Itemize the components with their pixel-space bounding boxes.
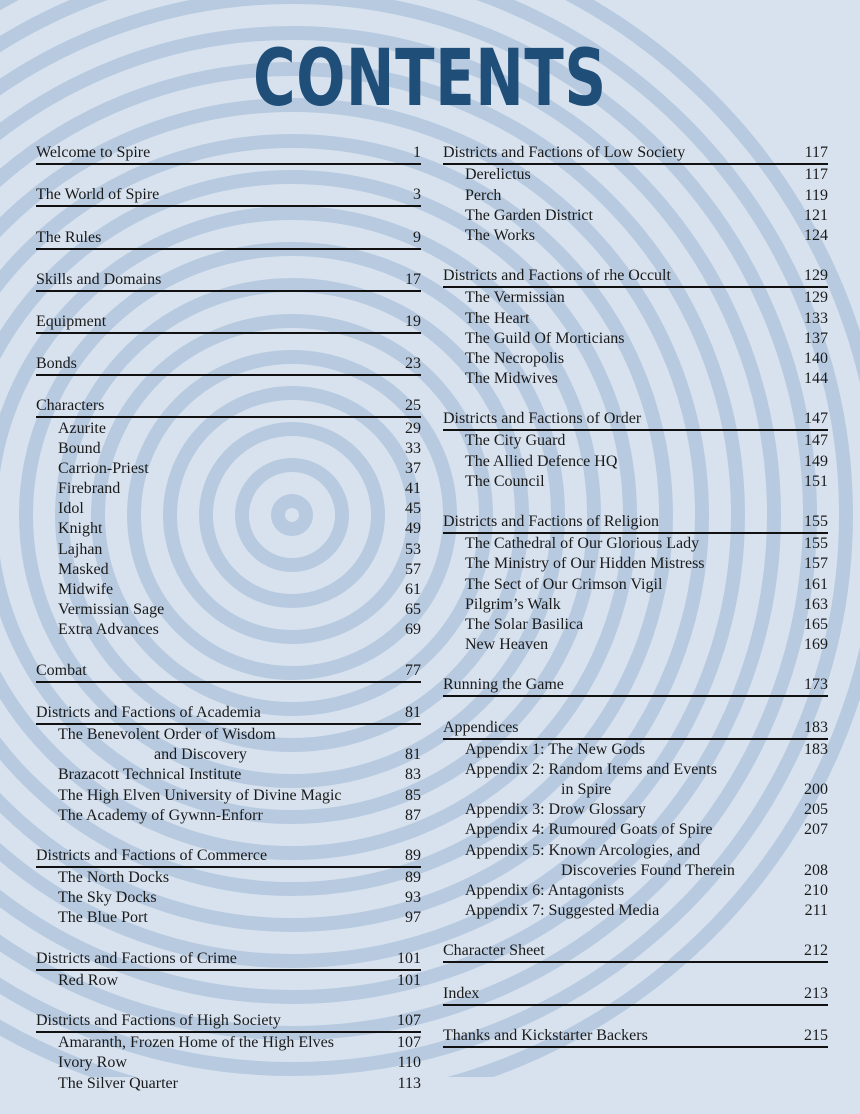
toc-entry-page: 129 (804, 289, 828, 307)
toc-entry-label: The Silver Quarter (58, 1074, 178, 1092)
toc-section (443, 409, 828, 492)
toc-entry[interactable] (36, 1033, 421, 1053)
toc-entry-label: Masked (58, 560, 109, 578)
toc-entry-label: Derelictus (465, 166, 531, 184)
toc-entry-label: The Ministry of Our Hidden Mistress (465, 555, 705, 573)
toc-entry[interactable] (443, 349, 828, 369)
toc-heading[interactable] (36, 143, 421, 165)
toc-entry-page: 151 (804, 472, 828, 490)
toc-section (36, 227, 421, 249)
toc-heading-label: Equipment (36, 312, 107, 330)
toc-entry-label: Appendix 7: Suggested Media (465, 902, 660, 920)
toc-entry-page: 117 (804, 166, 828, 184)
toc-entry-label: Bound (58, 439, 101, 457)
toc-entry-page: 89 (405, 869, 421, 887)
toc-entry[interactable] (36, 519, 421, 539)
toc-heading-label: Thanks and Kickstarter Backers (443, 1026, 648, 1044)
toc-entry-label: Pilgrim’s Walk (465, 595, 561, 613)
toc-entry-label: in Spire (561, 781, 612, 799)
toc-entry[interactable] (443, 534, 828, 554)
toc-heading-label: Characters (36, 397, 105, 415)
toc-entry-page: 85 (405, 786, 421, 804)
toc-entry-label: Ivory Row (58, 1054, 127, 1072)
toc-entry-page: 155 (804, 535, 828, 553)
toc-entry[interactable] (36, 806, 421, 826)
toc-right-column (443, 143, 828, 1068)
toc-entry-page: 133 (804, 309, 828, 327)
toc-section (36, 846, 421, 929)
toc-entry[interactable] (443, 595, 828, 615)
toc-heading[interactable] (36, 396, 421, 418)
toc-entry-label: and Discovery (154, 746, 247, 764)
toc-entry-page: 93 (405, 889, 421, 907)
toc-heading-label: Running the Game (443, 676, 564, 694)
toc-heading-page: 89 (405, 846, 421, 864)
toc-entry[interactable] (36, 539, 421, 559)
toc-entry[interactable] (36, 499, 421, 519)
toc-heading-label: The World of Spire (36, 186, 160, 204)
toc-entry-page: 101 (397, 971, 421, 989)
toc-heading-label: Skills and Domains (36, 270, 162, 288)
toc-heading-label: Districts and Factions of Order (443, 410, 642, 428)
toc-heading[interactable] (443, 983, 828, 1005)
toc-heading-page: 101 (397, 949, 421, 967)
toc-entry-label: Azurite (58, 419, 106, 437)
toc-entry-label: The Heart (465, 309, 530, 327)
toc-heading-page: 212 (804, 942, 828, 960)
toc-heading-page: 147 (804, 410, 828, 428)
toc-entry-label: Amaranth, Frozen Home of the High Elves (58, 1034, 334, 1052)
toc-entry-page: 183 (804, 740, 828, 758)
toc-entry[interactable] (443, 780, 828, 800)
toc-entry-label: The Necropolis (465, 349, 565, 367)
toc-entry-label: The Cathedral of Our Glorious Lady (465, 535, 700, 553)
toc-heading[interactable] (443, 717, 828, 739)
toc-entry-page: 69 (405, 621, 421, 639)
toc-heading[interactable] (36, 846, 421, 868)
toc-entry[interactable] (443, 165, 828, 185)
toc-section (36, 270, 421, 292)
toc-section (36, 703, 421, 826)
toc-heading[interactable] (36, 660, 421, 682)
toc-heading[interactable] (36, 703, 421, 725)
toc-entry-page: 49 (405, 520, 421, 538)
toc-entry[interactable] (443, 820, 828, 840)
toc-entry[interactable] (36, 725, 421, 745)
toc-entry-label: Red Row (58, 971, 118, 989)
toc-entry[interactable] (36, 1073, 421, 1093)
toc-entry-label: Brazacott Technical Institute (58, 766, 242, 784)
toc-entry[interactable] (443, 308, 828, 328)
toc-heading-label: Index (443, 984, 480, 1002)
toc-entry-page: 147 (804, 432, 828, 450)
toc-entry[interactable] (36, 868, 421, 888)
toc-entry[interactable] (36, 785, 421, 805)
toc-heading[interactable] (36, 312, 421, 334)
toc-heading[interactable] (36, 270, 421, 292)
toc-entry[interactable] (443, 472, 828, 492)
toc-entry-page: 87 (405, 806, 421, 824)
toc-entry-label: The High Elven University of Divine Magic (58, 786, 342, 804)
toc-heading-page: 215 (804, 1026, 828, 1044)
toc-entry-page: 29 (405, 419, 421, 437)
toc-heading-page: 25 (405, 397, 421, 415)
toc-entry-label: The North Docks (58, 869, 170, 887)
toc-entry[interactable] (36, 765, 421, 785)
toc-section (443, 143, 828, 246)
toc-entry-label: The Works (465, 226, 535, 244)
toc-entry[interactable] (36, 439, 421, 459)
toc-entry[interactable] (36, 971, 421, 991)
toc-heading-page: 77 (405, 661, 421, 679)
toc-section (36, 948, 421, 990)
toc-section (36, 660, 421, 682)
toc-entry-page: 37 (405, 459, 421, 477)
toc-entry-page: 83 (405, 766, 421, 784)
toc-heading-label: Districts and Factions of Low Society (443, 144, 686, 162)
toc-heading[interactable] (36, 354, 421, 376)
toc-entry[interactable] (36, 418, 421, 438)
toc-entry[interactable] (443, 574, 828, 594)
toc-section (443, 512, 828, 655)
toc-heading[interactable] (443, 143, 828, 165)
toc-entry-page: 157 (804, 555, 828, 573)
toc-entry-page: 140 (804, 349, 828, 367)
toc-section (36, 185, 421, 207)
toc-heading-label: Districts and Factions of Academia (36, 703, 261, 721)
toc-entry[interactable] (443, 206, 828, 226)
toc-entry-page: 137 (804, 329, 828, 347)
toc-heading-label: Districts and Factions of Religion (443, 513, 659, 530)
toc-entry-label: Appendix 2: Random Items and Events (465, 760, 717, 778)
toc-section (36, 396, 421, 640)
toc-heading-page: 183 (804, 718, 828, 736)
toc-entry-page: 124 (804, 226, 828, 244)
toc-entry-label: Perch (465, 186, 502, 204)
toc-section (443, 941, 828, 963)
toc-entry[interactable] (443, 800, 828, 820)
toc-entry[interactable] (36, 620, 421, 640)
toc-entry[interactable] (443, 635, 828, 655)
toc-heading[interactable] (443, 266, 828, 288)
toc-entry-page: 165 (804, 615, 828, 633)
toc-entry[interactable] (443, 881, 828, 901)
toc-heading[interactable] (443, 409, 828, 431)
toc-heading[interactable] (36, 185, 421, 207)
toc-heading-label: Districts and Factions of High Society (36, 1012, 281, 1029)
toc-entry-page: 65 (405, 601, 421, 619)
toc-section (443, 1026, 828, 1048)
toc-entry[interactable] (36, 479, 421, 499)
toc-entry-label: Extra Advances (58, 621, 159, 639)
toc-heading-label: Districts and Factions of Commerce (36, 846, 268, 864)
toc-section (443, 266, 828, 389)
toc-entry-label: Midwife (58, 581, 114, 598)
toc-entry[interactable] (443, 329, 828, 349)
toc-heading-label: Combat (36, 661, 87, 679)
toc-entry-label: Vermissian Sage (58, 601, 165, 619)
toc-entry-label: Appendix 6: Antagonists (465, 882, 625, 899)
toc-entry-page: 149 (804, 452, 828, 470)
page-title: CONTENTS (253, 34, 607, 124)
toc-heading-page: 9 (413, 228, 421, 246)
toc-entry-page: 53 (405, 540, 421, 558)
toc-entry-label: The Academy of Gywnn-Enforr (58, 806, 263, 824)
toc-section (36, 354, 421, 376)
toc-entry-label: Discoveries Found Therein (561, 861, 735, 879)
toc-entry-label: The Blue Port (58, 909, 148, 927)
toc-entry[interactable] (443, 901, 828, 921)
toc-heading-page: 17 (405, 270, 421, 288)
toc-entry[interactable] (443, 185, 828, 205)
toc-section (36, 1011, 421, 1094)
toc-section (443, 983, 828, 1005)
toc-entry-page: 81 (405, 746, 421, 764)
toc-entry-label: Carrion-Priest (58, 459, 149, 477)
toc-heading-page: 129 (804, 267, 828, 285)
toc-heading-page: 23 (405, 355, 421, 373)
toc-entry-page: 208 (804, 861, 828, 879)
toc-entry-page: 110 (397, 1054, 421, 1072)
toc-heading-page: 117 (804, 144, 828, 162)
toc-entry-label: Appendix 3: Drow Glossary (465, 801, 646, 819)
toc-heading-label: Districts and Factions of Crime (36, 949, 237, 967)
toc-entry[interactable] (36, 600, 421, 620)
toc-heading-label: Bonds (36, 355, 77, 373)
toc-entry-label: Appendix 4: Rumoured Goats of Spire (465, 821, 713, 839)
toc-entry-label: Knight (58, 520, 103, 538)
toc-entry-page: 97 (405, 909, 421, 927)
toc-entry[interactable] (443, 226, 828, 246)
toc-entry[interactable] (443, 760, 828, 780)
toc-entry[interactable] (443, 431, 828, 451)
toc-entry-page: 45 (405, 500, 421, 518)
toc-entry-page: 113 (397, 1074, 421, 1092)
toc-entry-label: Appendix 5: Known Arcologies, and (465, 841, 701, 859)
toc-entry-label: The Council (465, 472, 545, 490)
toc-entry-label: The Midwives (465, 370, 558, 388)
toc-heading-label: Appendices (443, 718, 519, 736)
toc-entry-page: 33 (405, 439, 421, 457)
toc-entry[interactable] (443, 554, 828, 574)
toc-entry-page: 169 (804, 636, 828, 654)
toc-heading[interactable] (443, 1026, 828, 1048)
toc-entry[interactable] (443, 740, 828, 760)
toc-heading-label: Districts and Factions of rhe Occult (443, 267, 671, 285)
toc-entry[interactable] (443, 451, 828, 471)
toc-entry-label: The City Guard (465, 432, 566, 450)
toc-heading-page: 155 (804, 513, 828, 530)
toc-entry[interactable] (443, 840, 828, 860)
toc-entry-label: The Garden District (465, 206, 593, 224)
toc-entry-page: 161 (804, 575, 828, 593)
toc-heading-page: 19 (405, 312, 421, 330)
toc-entry[interactable] (36, 908, 421, 928)
toc-entry-page: 107 (397, 1034, 421, 1052)
toc-section (443, 717, 828, 921)
toc-entry[interactable] (443, 288, 828, 308)
toc-entry[interactable] (36, 459, 421, 479)
toc-heading[interactable] (36, 948, 421, 970)
toc-entry[interactable] (36, 560, 421, 580)
toc-entry-page: 41 (405, 480, 421, 498)
toc-section (36, 312, 421, 334)
toc-heading[interactable] (36, 1011, 421, 1033)
toc-left-column (36, 143, 421, 1114)
toc-entry-label: The Sky Docks (58, 889, 157, 907)
toc-entry[interactable] (443, 861, 828, 881)
toc-entry[interactable] (443, 369, 828, 389)
toc-entry-label: New Heaven (465, 636, 549, 654)
toc-entry-page: 210 (804, 882, 828, 899)
toc-entry-page: 163 (804, 595, 828, 613)
toc-heading[interactable] (443, 941, 828, 963)
toc-entry-label: Firebrand (58, 480, 121, 498)
toc-heading-label: Welcome to Spire (36, 144, 151, 162)
toc-heading[interactable] (443, 675, 828, 697)
toc-entry-page: 211 (804, 902, 828, 920)
toc-entry-label: The Allied Defence HQ (465, 452, 618, 470)
toc-entry[interactable] (36, 1053, 421, 1073)
toc-entry-label: The Benevolent Order of Wisdom (58, 725, 276, 743)
toc-entry-label: Appendix 1: The New Gods (465, 740, 646, 758)
toc-heading[interactable] (36, 227, 421, 249)
toc-entry-page: 61 (405, 581, 421, 598)
toc-entry-page: 144 (804, 370, 828, 388)
toc-entry-page: 121 (804, 206, 828, 224)
toc-heading-page: 81 (405, 703, 421, 721)
toc-heading-page: 213 (804, 984, 828, 1002)
toc-entry-label: The Sect of Our Crimson Vigil (465, 575, 663, 593)
toc-entry[interactable] (443, 615, 828, 635)
toc-heading[interactable] (443, 512, 828, 534)
toc-entry[interactable] (36, 745, 421, 765)
toc-heading-page: 1 (413, 144, 421, 162)
toc-heading-page: 3 (413, 186, 421, 204)
toc-entry-page: 119 (804, 186, 828, 204)
toc-section (36, 143, 421, 165)
toc-entry[interactable] (36, 888, 421, 908)
toc-entry-page: 200 (804, 781, 828, 799)
toc-entry-label: The Solar Basilica (465, 615, 584, 633)
toc-entry-label: The Vermissian (465, 289, 565, 307)
toc-heading-label: Character Sheet (443, 942, 545, 960)
toc-entry-label: Idol (58, 500, 84, 518)
toc-entry[interactable] (36, 580, 421, 600)
toc-entry-label: The Guild Of Morticians (465, 329, 625, 347)
toc-section (443, 675, 828, 697)
toc-heading-page: 107 (397, 1012, 421, 1029)
toc-heading-label: The Rules (36, 228, 102, 246)
toc-entry-label: Lajhan (58, 540, 103, 558)
toc-entry-page: 207 (804, 821, 828, 839)
toc-entry-page: 57 (405, 560, 421, 578)
toc-heading-page: 173 (804, 676, 828, 694)
toc-entry-page: 205 (804, 801, 828, 819)
